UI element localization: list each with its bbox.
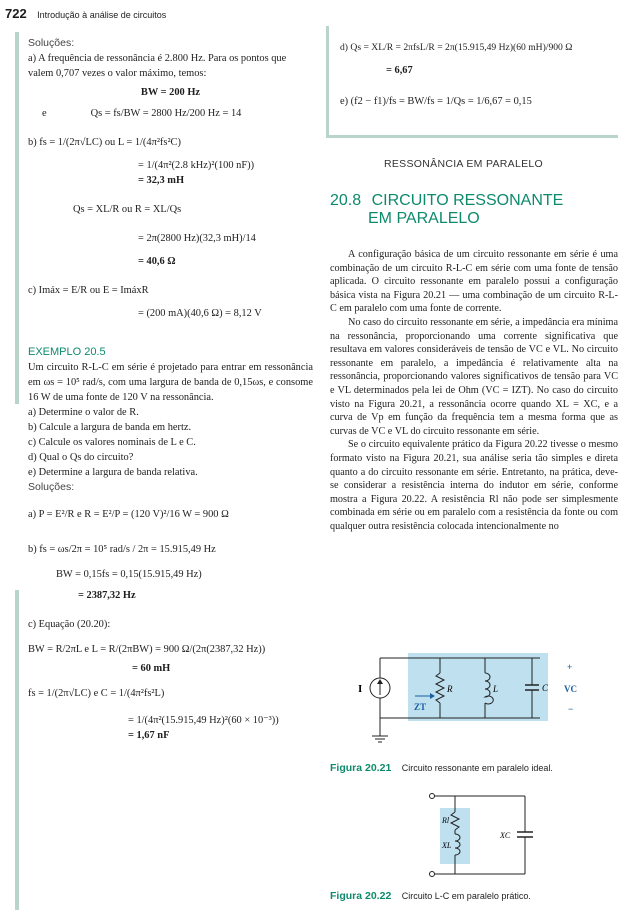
label-i: I bbox=[358, 683, 363, 695]
qs-equation bbox=[28, 106, 313, 121]
sol-c0: c) Equação (20.20): bbox=[28, 619, 111, 630]
sol-e1: e) (f2 − f1)/fs = BW/fs = 1/Qs = 1/6,67 = 0,15 bbox=[340, 96, 532, 107]
label-minus: − bbox=[568, 704, 574, 714]
solution-c-line1: c) Imáx = E/R ou E = ImáxR bbox=[28, 285, 149, 296]
solution-b-line1: b) fs = 1/(2π√LC) ou L = 1/(4π²fs²C) bbox=[28, 137, 181, 148]
example-item-b: b) Calcule a largura de banda em hertz. bbox=[28, 422, 192, 433]
figure-20-21-number: Figura 20.21 bbox=[330, 762, 392, 774]
label-l: L bbox=[493, 684, 499, 694]
figure-20-22-number: Figura 20.22 bbox=[330, 890, 392, 902]
label-r: R bbox=[447, 684, 453, 694]
section-title-line2: EM PARALELO bbox=[368, 210, 480, 227]
figure-20-22-text: Circuito L-C em paralelo prático. bbox=[401, 891, 531, 901]
sol-c5: = 1,67 nF bbox=[128, 730, 170, 741]
right-solutions bbox=[340, 40, 616, 109]
page-number: 722 bbox=[5, 6, 27, 21]
label-plus: + bbox=[567, 662, 573, 672]
label-zt: ZT bbox=[414, 702, 427, 712]
section-title-line1: CIRCUITO RESSONANTE bbox=[371, 192, 564, 209]
bw-equation: BW = 200 Hz bbox=[140, 87, 201, 98]
solution-bar-top bbox=[15, 32, 19, 404]
figure-20-22-caption bbox=[330, 890, 531, 902]
example-item-e: e) Determine a largura de banda relativa. bbox=[28, 467, 198, 478]
solutions-heading-2: Soluções: bbox=[28, 481, 75, 493]
figure-20-22-diagram bbox=[420, 790, 570, 880]
left-column bbox=[28, 36, 313, 743]
figure-20-21-text: Circuito ressonante em paralelo ideal. bbox=[401, 763, 553, 773]
terminal-bottom-icon bbox=[430, 872, 435, 877]
example-item-a: a) Determine o valor de R. bbox=[28, 407, 139, 418]
paragraph-1: A configuração básica de um circuito ressonante em série é uma combinação de um circuito R-L-C em série com uma fonte de tensão aplicada. O circuito ressonante em paralelo possui a configuração básica vista na Figura 20.21 — uma combinação de um circuito R-L-C em paralelo com uma fonte de corrente. bbox=[330, 249, 618, 315]
solution-a-text: a) A frequência de ressonância é 2.800 Hz. Para os pontos que valem 0,707 vezes o valor máximo, temos: bbox=[28, 53, 287, 79]
sol-d1: d) Qs = XL/R = 2πfsL/R = 2π(15.915,49 Hz)(60 mH)/900 Ω bbox=[340, 42, 573, 53]
sol-a: a) P = E²/R e R = E²/P = (120 V)²/16 W = 900 Ω bbox=[28, 509, 229, 520]
sol-d2: = 6,67 bbox=[386, 65, 413, 76]
terminal-top-icon bbox=[430, 794, 435, 799]
figure-20-21-caption bbox=[330, 762, 553, 774]
example-text: Um circuito R-L-C em série é projetado para entrar em ressonância em ωs = 10⁵ rad/s, com uma largura de banda de 0,15ωs, e consome 16 W de uma fonte de 120 V na ressonância. bbox=[28, 362, 313, 403]
sol-c2: = 60 mH bbox=[132, 663, 171, 674]
circuit-highlight bbox=[408, 653, 548, 721]
example-item-c: c) Calcule os valores nominais de L e C. bbox=[28, 437, 196, 448]
sol-c1: BW = R/2πL e L = R/(2πBW) = 900 Ω/(2π(2387,32 Hz)) bbox=[28, 644, 266, 655]
solutions-heading: Soluções: bbox=[28, 37, 75, 49]
solution-c-line2: = (200 mA)(40,6 Ω) = 8,12 V bbox=[138, 308, 262, 319]
section-heading bbox=[330, 192, 563, 228]
section-number: 20.8 bbox=[330, 192, 362, 209]
solution-bar-bottom bbox=[15, 590, 19, 910]
label-xc: XC bbox=[500, 831, 511, 840]
e-label: e bbox=[42, 108, 47, 119]
label-c: C bbox=[542, 683, 549, 693]
solution-b-line6: = 40,6 Ω bbox=[138, 256, 176, 267]
example-item-d: d) Qual o Qs do circuito? bbox=[28, 452, 134, 463]
paragraph-2: No caso do circuito ressonante em série, a impedância era mínima na ressonância, proporcionando uma corrente significativa que resultava em valores consideráveis de tensão de VC e VL. No circuito ressonante em paralelo, a impedância é relativamente alta na ressonância, proporcionando valores significativos de tensão para VC e VL determinados pela lei de Ohm (VC = IZT). No caso do circuito visto na Figura 20.21, a ressonância ocorre quando XL = XC, e a curva de Vp em função da frequência tem a mesma forma que as curvas de VC e VL do circuito ressonante em série. bbox=[330, 316, 618, 437]
solution-b-line3: = 32,3 mH bbox=[138, 175, 185, 186]
sol-c3: fs = 1/(2π√LC) e C = 1/(4π²fs²L) bbox=[28, 688, 165, 699]
paragraph-3: Se o circuito equivalente prático da Figura 20.22 tivesse o mesmo formato visto na Figura 20.21, sua análise seria tão simples e direta quanto a do circuito ressonante em série. Entretanto, na prática, deve-se considerar a resistência interna do indutor em série, conforme mostra a Figura 20.22. A resistência Rl não pode ser simplesmente combinada em série ou em paralelo com a resistência da fonte ou com qualquer outra resistência colocada intencionalmente no bbox=[330, 439, 618, 532]
figure-20-21-diagram bbox=[350, 648, 590, 748]
example-title: EXEMPLO 20.5 bbox=[28, 346, 106, 358]
sol-b3: = 2387,32 Hz bbox=[78, 590, 136, 601]
label-rl: Rl bbox=[442, 816, 450, 825]
solution-b-line2: = 1/(4π²(2.8 kHz)²(100 nF)) bbox=[138, 160, 255, 171]
page-header bbox=[5, 5, 166, 23]
label-vc: VC bbox=[564, 684, 577, 694]
label-xl: XL bbox=[442, 841, 452, 850]
qs-text: Qs = fs/BW = 2800 Hz/200 Hz = 14 bbox=[90, 108, 242, 119]
solution-b-line5: = 2π(2800 Hz)(32,3 mH)/14 bbox=[138, 233, 256, 244]
sol-b1: b) fs = ωs/2π = 10⁵ rad/s / 2π = 15.915,49 Hz bbox=[28, 544, 216, 555]
solution-b-line4: Qs = XL/R ou R = XL/Qs bbox=[73, 204, 182, 215]
right-body bbox=[330, 248, 618, 533]
book-title: Introdução à análise de circuitos bbox=[37, 10, 167, 20]
sol-b2: BW = 0,15fs = 0,15(15.915,49 Hz) bbox=[56, 569, 202, 580]
sol-c4: = 1/(4π²(15.915,49 Hz)²(60 × 10⁻³)) bbox=[128, 715, 279, 726]
part-title: RESSONÂNCIA EM PARALELO bbox=[384, 158, 544, 170]
